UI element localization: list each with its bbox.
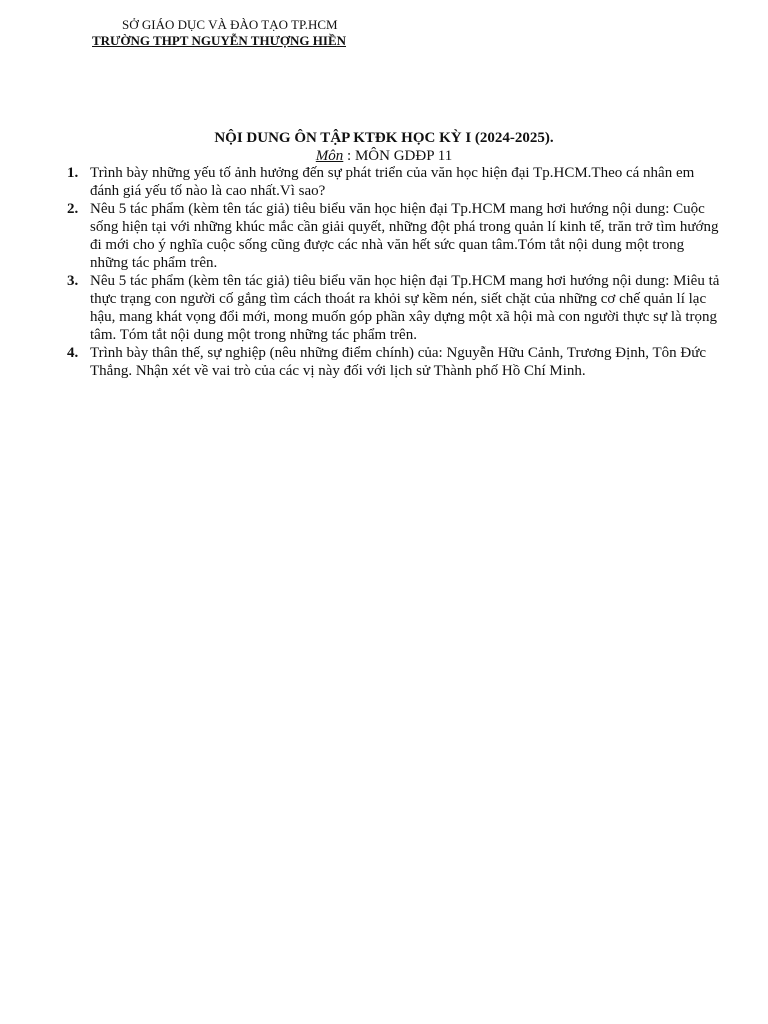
- question-number: 3.: [67, 273, 79, 289]
- question-text: Trình bày thân thế, sự nghiệp (nêu những điểm chính) của: Nguyễn Hữu Cảnh, Trương Định, Tôn Đức Thắng. Nhận xét về vai trò của các vị này đối với lịch sử Thành phố Hồ Chí Minh.: [90, 345, 707, 379]
- school-name: TRƯỜNG THPT NGUYỄN THƯỢNG HIỀN: [92, 33, 347, 48]
- question-text: Trình bày những yếu tố ảnh hưởng đến sự phát triển của văn học hiện đại Tp.HCM.Theo cá nhân em đánh giá yếu tố nào là cao nhất.Vì sao?: [90, 165, 695, 199]
- subject-line: [0, 147, 768, 165]
- subject-separator: :: [343, 148, 355, 164]
- question-item: [67, 164, 724, 200]
- question-text: Nêu 5 tác phẩm (kèm tên tác giả) tiêu biểu văn học hiện đại Tp.HCM mang hơi hướng nội dung: Miêu tả thực trạng con người cố gắng tìm cách thoát ra khỏi sự kềm nén, siết chặt của những cơ chế quản lí lạc hậu, mang khát vọng đổi mới, mong muốn góp phần xây dựng một xã hội mà con người thực sự là trọng tâm. Tóm tắt nội dung một trong những tác phẩm trên.: [90, 273, 720, 343]
- question-number: 4.: [67, 345, 79, 361]
- question-list: [67, 164, 724, 380]
- question-number: 1.: [67, 165, 79, 181]
- document-header: [92, 17, 372, 49]
- question-text: Nêu 5 tác phẩm (kèm tên tác giả) tiêu biểu văn học hiện đại Tp.HCM mang hơi hướng nội dung: Cuộc sống hiện tại với những khúc mắc cần giải quyết, những đột phá trong quản lí kinh tế, trăn trở tìm hướng đi mới cho ý nghĩa cuộc sống cũng được các nhà văn hết sức quan tâm.Tóm tắt nội dung một trong những tác phẩm trên.: [90, 201, 719, 271]
- question-item: [67, 272, 724, 344]
- subject-value: MÔN GDĐP 11: [354, 148, 453, 164]
- document-title: NỘI DUNG ÔN TẬP KTĐK HỌC KỲ I (2024-2025).: [214, 130, 554, 146]
- subject-label: Môn: [315, 148, 344, 164]
- question-number: 2.: [67, 201, 79, 217]
- title-block: [0, 129, 768, 165]
- department-name: SỞ GIÁO DỤC VÀ ĐÀO TẠO TP.HCM: [122, 17, 338, 32]
- question-item: [67, 200, 724, 272]
- question-item: [67, 344, 724, 380]
